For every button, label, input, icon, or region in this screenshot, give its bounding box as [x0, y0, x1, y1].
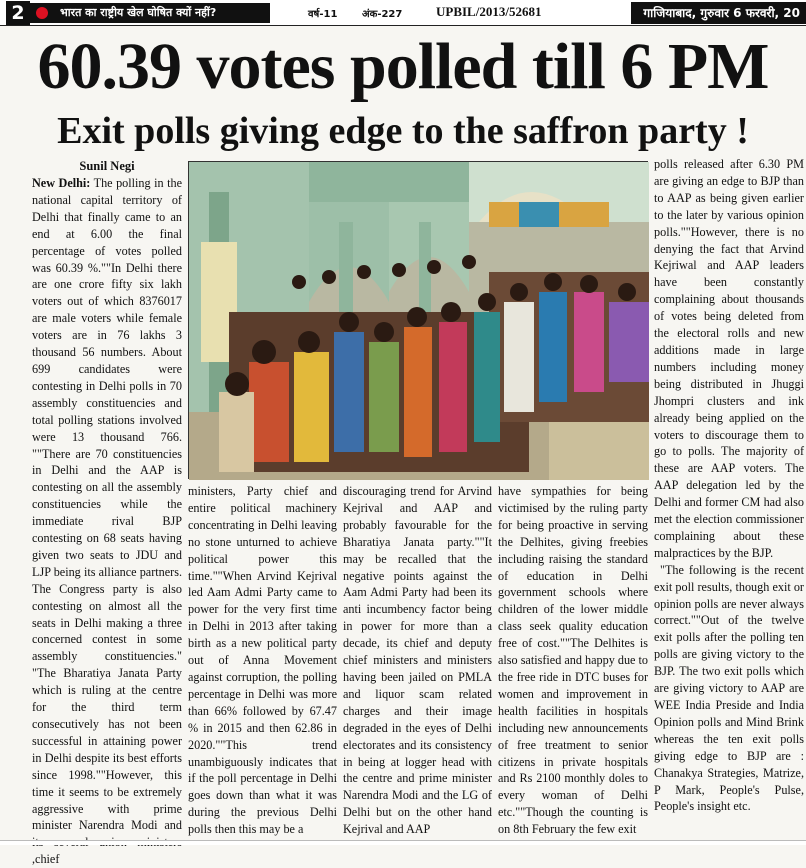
article-column-2: [188, 483, 337, 839]
masthead-tagline: भारत का राष्ट्रीय खेल घोषित क्यों नहीं?: [30, 3, 270, 23]
subheadline: Exit polls giving edge to the saffron party !: [57, 110, 749, 152]
dateline: New Delhi:: [32, 176, 91, 190]
masthead: [0, 0, 806, 26]
registration-number: UPBIL/2013/52681: [436, 4, 542, 19]
news-photo: [188, 161, 648, 479]
article-column-3: [343, 483, 492, 839]
article-text: ministers, Party chief and entire political machinery concentrating in Delhi leaving no stone unturned to achieve political power this time.""When Arvind Kejrival led Aam Admi Party came to power for the very first time in Delhi in 2013 after taking birth as a new political party out of Anna Movement against corruption, the polling percentage in Delhi was more than 66% followed by 67.47 % in 2015 and then 62.86 in 2020.""This trend unambiguously indicates that if the poll percentage in Delhi goes down than what it was during the previous Delhi polls then this may be a: [188, 484, 337, 837]
article-column-1: [32, 159, 182, 867]
article-column-5: [654, 156, 804, 839]
issue-label: अंक-227: [362, 9, 403, 20]
article-text: The polling in the national capital territory of Delhi that finally came to an end at 6.00 the final percentage of votes polled was 60.39 %.""In Delhi there are one crore fifty six lakh voters out of which 8376017 are male voters while female voters are in 76 lakhs 3 thousand 56 numbers. About 699 candidates were contesting in Delhi polls in 70 assembly constituencies and total polling stations involved were 13 thousand 766. ""There are 70 constituencies in Delhi and the AAP is contesting on all the assembly constituencies while the immediate rival BJP contesting on 68 seats having given two seats to JDU and LJP being its alliance partners. The Congress party is also contesting on almost all the seats in Delhi making a three concerned contest in some assembly constituencies." "The Bharatiya Janata Party which is ruling at the centre for the third term consecutively has not been successful in attaining power in Delhi despite its best efforts since 1998.""However, this time it seems to be extremely aggressive with prime minister Narendra Modi and ,chief: [32, 176, 182, 867]
article-text: have sympathies for being victimised by the ruling party for being proactive in serving the Delhites, giving freebies including raising the standard of education in Delhi government schools where children of the lower middle class seek quality education free of cost.""The Delhites is also satisfied and happy due to the free ride in DTC buses for women and improvement in health facilities in hospitals including new announcements of free treatment to senior citizens in private hospitals and Rs 2100 monthly doles to every woman of Delhi etc.""Though the counting is on 8th February the few exit: [498, 484, 648, 837]
article-paragraph: [32, 175, 182, 868]
article-text: polls released after 6.30 PM are giving an edge to BJP than to AAP as being given earlier to the later by various opinion polls.""However, there is no denying the fact that Arvind Kejriwal and AAP leaders have been constantly complaining about thousands of votes being deleted from the electoral rolls and new additions made in large numbers including money being distributed in Jhuggi Jhompri clusters and ink already being applied on the voters to discourage them to go to polls. The majority of these are AAP voters. The AAP delegation led by the Delhi and former CM had also met the election commissioner complaining about these malpractices by the BJP.: [654, 157, 804, 560]
page-bottom-edge: [0, 840, 806, 845]
article-text: "The following is the recent exit poll results, though exit or opinion polls are never always correct.""Out of the twelve exit polls after the polling ten polls are giving victory to the BJP. The two exit polls which are giving victory to AAP are WEE India Preside and India Opinion polls and Mind Brink whereas the ten exit polls giving edge to BJP are : Chanakya Strategies, Matrize, P Mark, People's Pulse, People's insight etc.: [654, 562, 804, 814]
article-column-4: [498, 483, 648, 839]
edition-date: गाजियाबाद, गुरुवार 6 फरवरी, 20: [631, 2, 806, 24]
byline: Sunil Negi: [79, 159, 135, 173]
article-text: discouraging trend for Arvind Kejrival and AAP and probably favourable for the Bharatiya Janata party.""It may be recalled that the negative points against the Aam Admi Party had been its anti incumbency factor being in power for more than a decade, its chief and deputy chief ministers and ministers having been jailed on PMLA and liquor scam related charges and their image degraded in the eyes of Delhi electorates and its consistency in being at logger head with the centre and prime minister Narendra Modi and the LG of Delhi but on the other hand Kejrival and AAP: [343, 484, 492, 837]
headline: 60.39 votes polled till 6 PM: [37, 30, 769, 103]
volume-label: वर्ष-11: [308, 9, 338, 20]
polling-queue-photo: [189, 162, 649, 480]
page-number: 2: [6, 1, 30, 25]
